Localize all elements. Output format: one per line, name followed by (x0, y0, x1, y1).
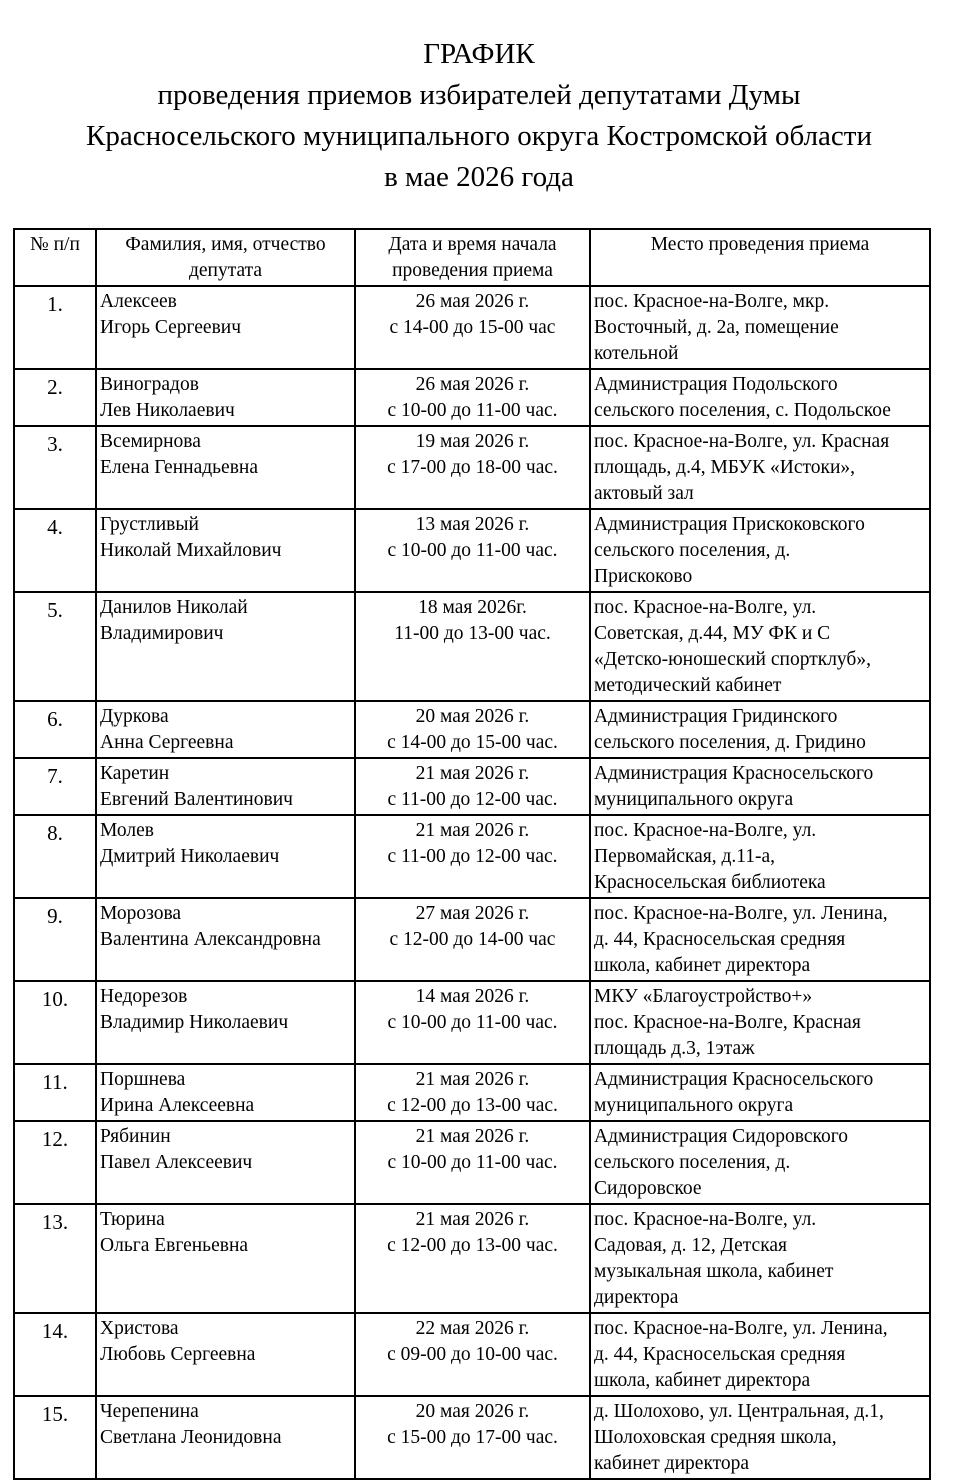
reception-place-line: котельной (594, 343, 679, 364)
reception-place-cell (590, 701, 930, 758)
header-date (355, 229, 590, 286)
header-name (96, 229, 355, 286)
reception-place-cell (590, 426, 930, 509)
reception-date: 18 мая 2026г. (418, 597, 527, 618)
row-number: 6. (14, 701, 96, 758)
reception-date: 21 мая 2026 г. (415, 820, 530, 841)
deputy-given-names: Николай Михайлович (100, 540, 282, 561)
reception-time: с 10-00 до 11-00 час. (387, 540, 558, 561)
deputy-name-cell (96, 1313, 355, 1396)
reception-place-line: Администрация Красносельского (594, 763, 874, 784)
reception-place-line: пос. Красное-на-Волге, ул. Красная (594, 431, 890, 452)
deputy-name-cell (96, 592, 355, 701)
deputy-surname: Всемирнова (100, 431, 201, 452)
deputy-name-cell (96, 898, 355, 981)
reception-place-line: пос. Красное-на-Волге, ул. Ленина, (594, 903, 888, 924)
deputy-surname: Морозова (100, 903, 182, 924)
reception-place-line: муниципального округа (594, 1095, 794, 1116)
schedule-table (13, 228, 931, 1480)
deputy-surname: Данилов Николай (100, 597, 248, 618)
reception-datetime-cell (355, 426, 590, 509)
deputy-name-cell (96, 286, 355, 369)
deputy-given-names: Валентина Александровна (100, 929, 321, 950)
reception-date: 21 мая 2026 г. (415, 763, 530, 784)
reception-place-cell (590, 369, 930, 426)
reception-datetime-cell (355, 592, 590, 701)
reception-place-line: муниципального округа (594, 789, 794, 810)
header-name-line1: Фамилия, имя, отчество (125, 234, 326, 255)
deputy-surname: Черепенина (100, 1401, 199, 1422)
deputy-given-names: Игорь Сергеевич (100, 317, 242, 338)
reception-place-line: д. 44, Красносельская средняя (594, 929, 846, 950)
row-number: 5. (14, 592, 96, 701)
reception-date: 21 мая 2026 г. (415, 1126, 530, 1147)
reception-place-line: Администрация Красносельского (594, 1069, 874, 1090)
reception-place-line: «Детско-юношеский спортклуб», (594, 649, 871, 670)
table-row (14, 1313, 930, 1396)
table-header-row (14, 229, 930, 286)
reception-date: 26 мая 2026 г. (415, 374, 530, 395)
table-row (14, 758, 930, 815)
reception-place-cell (590, 981, 930, 1064)
table-row (14, 981, 930, 1064)
reception-place-line: площадь, д.4, МБУК «Истоки», (594, 457, 856, 478)
reception-time: с 12-00 до 13-00 час. (387, 1235, 558, 1256)
deputy-name-cell (96, 426, 355, 509)
table-row (14, 898, 930, 981)
reception-datetime-cell (355, 369, 590, 426)
deputy-given-names: Владимирович (100, 623, 224, 644)
deputy-name-cell (96, 1204, 355, 1313)
row-number: 3. (14, 426, 96, 509)
reception-date: 13 мая 2026 г. (415, 514, 530, 535)
row-number: 2. (14, 369, 96, 426)
deputy-given-names: Светлана Леонидовна (100, 1427, 282, 1448)
reception-place-cell (590, 509, 930, 592)
reception-time: с 12-00 до 13-00 час. (387, 1095, 558, 1116)
reception-place-line: пос. Красное-на-Волге, мкр. (594, 291, 830, 312)
reception-place-line: музыкальная школа, кабинет (594, 1261, 834, 1282)
reception-datetime-cell (355, 1121, 590, 1204)
reception-date: 19 мая 2026 г. (415, 431, 530, 452)
table-row (14, 1396, 930, 1479)
deputy-surname: Молев (100, 820, 154, 841)
deputy-name-cell (96, 701, 355, 758)
reception-time: с 11-00 до 12-00 час. (387, 789, 558, 810)
reception-datetime-cell (355, 758, 590, 815)
deputy-surname: Грустливый (100, 514, 199, 535)
deputy-surname: Недорезов (100, 986, 188, 1007)
reception-place-line: Первомайская, д.11-а, (594, 846, 776, 867)
deputy-surname: Дуркова (100, 706, 169, 727)
reception-time: с 17-00 до 18-00 час. (387, 457, 558, 478)
reception-date: 20 мая 2026 г. (415, 1401, 530, 1422)
table-row (14, 509, 930, 592)
deputy-name-cell (96, 1396, 355, 1479)
reception-date: 27 мая 2026 г. (415, 903, 530, 924)
deputy-given-names: Дмитрий Николаевич (100, 846, 280, 867)
reception-place-line: пос. Красное-на-Волге, Красная (594, 1012, 861, 1033)
reception-place-line: актовый зал (594, 483, 694, 504)
table-row (14, 592, 930, 701)
deputy-given-names: Евгений Валентинович (100, 789, 293, 810)
table-row (14, 1204, 930, 1313)
deputy-surname: Алексеев (100, 291, 177, 312)
table-row (14, 369, 930, 426)
reception-datetime-cell (355, 1064, 590, 1121)
reception-date: 22 мая 2026 г. (415, 1318, 530, 1339)
reception-place-line: Восточный, д. 2а, помещение (594, 317, 839, 338)
deputy-name-cell (96, 815, 355, 898)
reception-place-line: директора (594, 1287, 679, 1308)
reception-place-line: сельского поселения, д. (594, 1152, 791, 1173)
row-number: 12. (14, 1121, 96, 1204)
deputy-given-names: Любовь Сергеевна (100, 1344, 256, 1365)
deputy-given-names: Анна Сергеевна (100, 732, 234, 753)
reception-place-line: Красносельская библиотека (594, 872, 826, 893)
deputy-name-cell (96, 1064, 355, 1121)
reception-place-cell (590, 1121, 930, 1204)
reception-time: с 10-00 до 11-00 час. (387, 1012, 558, 1033)
reception-place-line: пос. Красное-на-Волге, ул. (594, 597, 817, 618)
reception-place-line: Администрация Гридинского (594, 706, 838, 727)
header-date-line1: Дата и время начала (388, 234, 557, 255)
deputy-surname: Рябинин (100, 1126, 171, 1147)
deputy-name-cell (96, 758, 355, 815)
reception-place-line: методический кабинет (594, 675, 782, 696)
deputy-name-cell (96, 509, 355, 592)
reception-datetime-cell (355, 286, 590, 369)
row-number: 8. (14, 815, 96, 898)
reception-date: 20 мая 2026 г. (415, 706, 530, 727)
deputy-given-names: Лев Николаевич (100, 400, 235, 421)
row-number: 11. (14, 1064, 96, 1121)
reception-place-line: школа, кабинет директора (594, 955, 811, 976)
deputy-surname: Христова (100, 1318, 179, 1339)
reception-time: с 15-00 до 17-00 час. (387, 1427, 558, 1448)
reception-place-line: пос. Красное-на-Волге, ул. (594, 820, 817, 841)
reception-time: с 10-00 до 11-00 час. (387, 400, 558, 421)
reception-datetime-cell (355, 1204, 590, 1313)
reception-place-line: сельского поселения, д. Гридино (594, 732, 866, 753)
reception-datetime-cell (355, 1396, 590, 1479)
deputy-surname: Тюрина (100, 1209, 165, 1230)
row-number: 9. (14, 898, 96, 981)
deputy-surname: Каретин (100, 763, 170, 784)
deputy-surname: Поршнева (100, 1069, 186, 1090)
row-number: 10. (14, 981, 96, 1064)
reception-date: 26 мая 2026 г. (415, 291, 530, 312)
row-number: 4. (14, 509, 96, 592)
table-row (14, 701, 930, 758)
table-row (14, 426, 930, 509)
reception-time: с 12-00 до 14-00 час (389, 929, 556, 950)
reception-datetime-cell (355, 509, 590, 592)
row-number: 14. (14, 1313, 96, 1396)
reception-date: 14 мая 2026 г. (415, 986, 530, 1007)
reception-place-line: пос. Красное-на-Волге, ул. (594, 1209, 817, 1230)
reception-place-line: МКУ «Благоустройство+» (594, 986, 813, 1007)
reception-datetime-cell (355, 1313, 590, 1396)
title-line-1: ГРАФИК (423, 38, 535, 70)
row-number: 1. (14, 286, 96, 369)
reception-place-line: Советская, д.44, МУ ФК и С (594, 623, 831, 644)
reception-place-cell (590, 592, 930, 701)
reception-place-cell (590, 815, 930, 898)
reception-time: с 09-00 до 10-00 час. (387, 1344, 558, 1365)
table-row (14, 286, 930, 369)
reception-datetime-cell (355, 701, 590, 758)
deputy-given-names: Владимир Николаевич (100, 1012, 289, 1033)
table-row (14, 1121, 930, 1204)
reception-place-cell (590, 1313, 930, 1396)
row-number: 15. (14, 1396, 96, 1479)
row-number: 7. (14, 758, 96, 815)
reception-place-line: сельского поселения, с. Подольское (594, 400, 891, 421)
deputy-name-cell (96, 369, 355, 426)
reception-place-line: площадь д.3, 1этаж (594, 1038, 755, 1059)
reception-place-line: д. Шолохово, ул. Центральная, д.1, (594, 1401, 884, 1422)
deputy-given-names: Ирина Алексеевна (100, 1095, 255, 1116)
reception-time: с 10-00 до 11-00 час. (387, 1152, 558, 1173)
reception-place-cell (590, 1396, 930, 1479)
reception-place-cell (590, 1204, 930, 1313)
reception-place-line: кабинет директора (594, 1453, 750, 1474)
reception-place-line: сельского поселения, д. (594, 540, 791, 561)
reception-date: 21 мая 2026 г. (415, 1209, 530, 1230)
reception-place-line: Администрация Прискоковского (594, 514, 865, 535)
reception-place-cell (590, 1064, 930, 1121)
reception-place-line: Администрация Сидоровского (594, 1126, 849, 1147)
reception-place-line: д. 44, Красносельская средняя (594, 1344, 846, 1365)
title-line-2: проведения приемов избирателей депутатами Думы (157, 79, 801, 111)
header-place: Место проведения приема (590, 229, 930, 286)
header-num: № п/п (14, 229, 96, 286)
reception-place-line: Сидоровское (594, 1178, 702, 1199)
table-row (14, 1064, 930, 1121)
reception-datetime-cell (355, 981, 590, 1064)
reception-time: с 11-00 до 12-00 час. (387, 846, 558, 867)
row-number: 13. (14, 1204, 96, 1313)
deputy-name-cell (96, 1121, 355, 1204)
header-name-line2: депутата (188, 260, 263, 281)
table-body (14, 286, 930, 1479)
deputy-name-cell (96, 981, 355, 1064)
reception-time: с 14-00 до 15-00 час (389, 317, 556, 338)
reception-datetime-cell (355, 815, 590, 898)
table-row (14, 815, 930, 898)
deputy-given-names: Елена Геннадьевна (100, 457, 258, 478)
header-date-line2: проведения приема (392, 260, 553, 281)
reception-place-cell (590, 286, 930, 369)
title-line-4: в мае 2026 года (384, 161, 574, 193)
reception-place-line: Садовая, д. 12, Детская (594, 1235, 787, 1256)
reception-place-line: Шолоховская средняя школа, (594, 1427, 837, 1448)
deputy-given-names: Ольга Евгеньевна (100, 1235, 249, 1256)
reception-datetime-cell (355, 898, 590, 981)
deputy-given-names: Павел Алексеевич (100, 1152, 253, 1173)
reception-time: с 14-00 до 15-00 час. (387, 732, 558, 753)
title-line-3: Красносельского муниципального округа Костромской области (86, 120, 872, 152)
reception-time: 11-00 до 13-00 час. (394, 623, 551, 644)
reception-date: 21 мая 2026 г. (415, 1069, 530, 1090)
reception-place-line: Администрация Подольского (594, 374, 838, 395)
document-title (0, 34, 958, 198)
reception-place-cell (590, 898, 930, 981)
reception-place-line: пос. Красное-на-Волге, ул. Ленина, (594, 1318, 888, 1339)
reception-place-line: Прискоково (594, 566, 693, 587)
deputy-surname: Виноградов (100, 374, 199, 395)
reception-place-cell (590, 758, 930, 815)
reception-place-line: школа, кабинет директора (594, 1370, 811, 1391)
